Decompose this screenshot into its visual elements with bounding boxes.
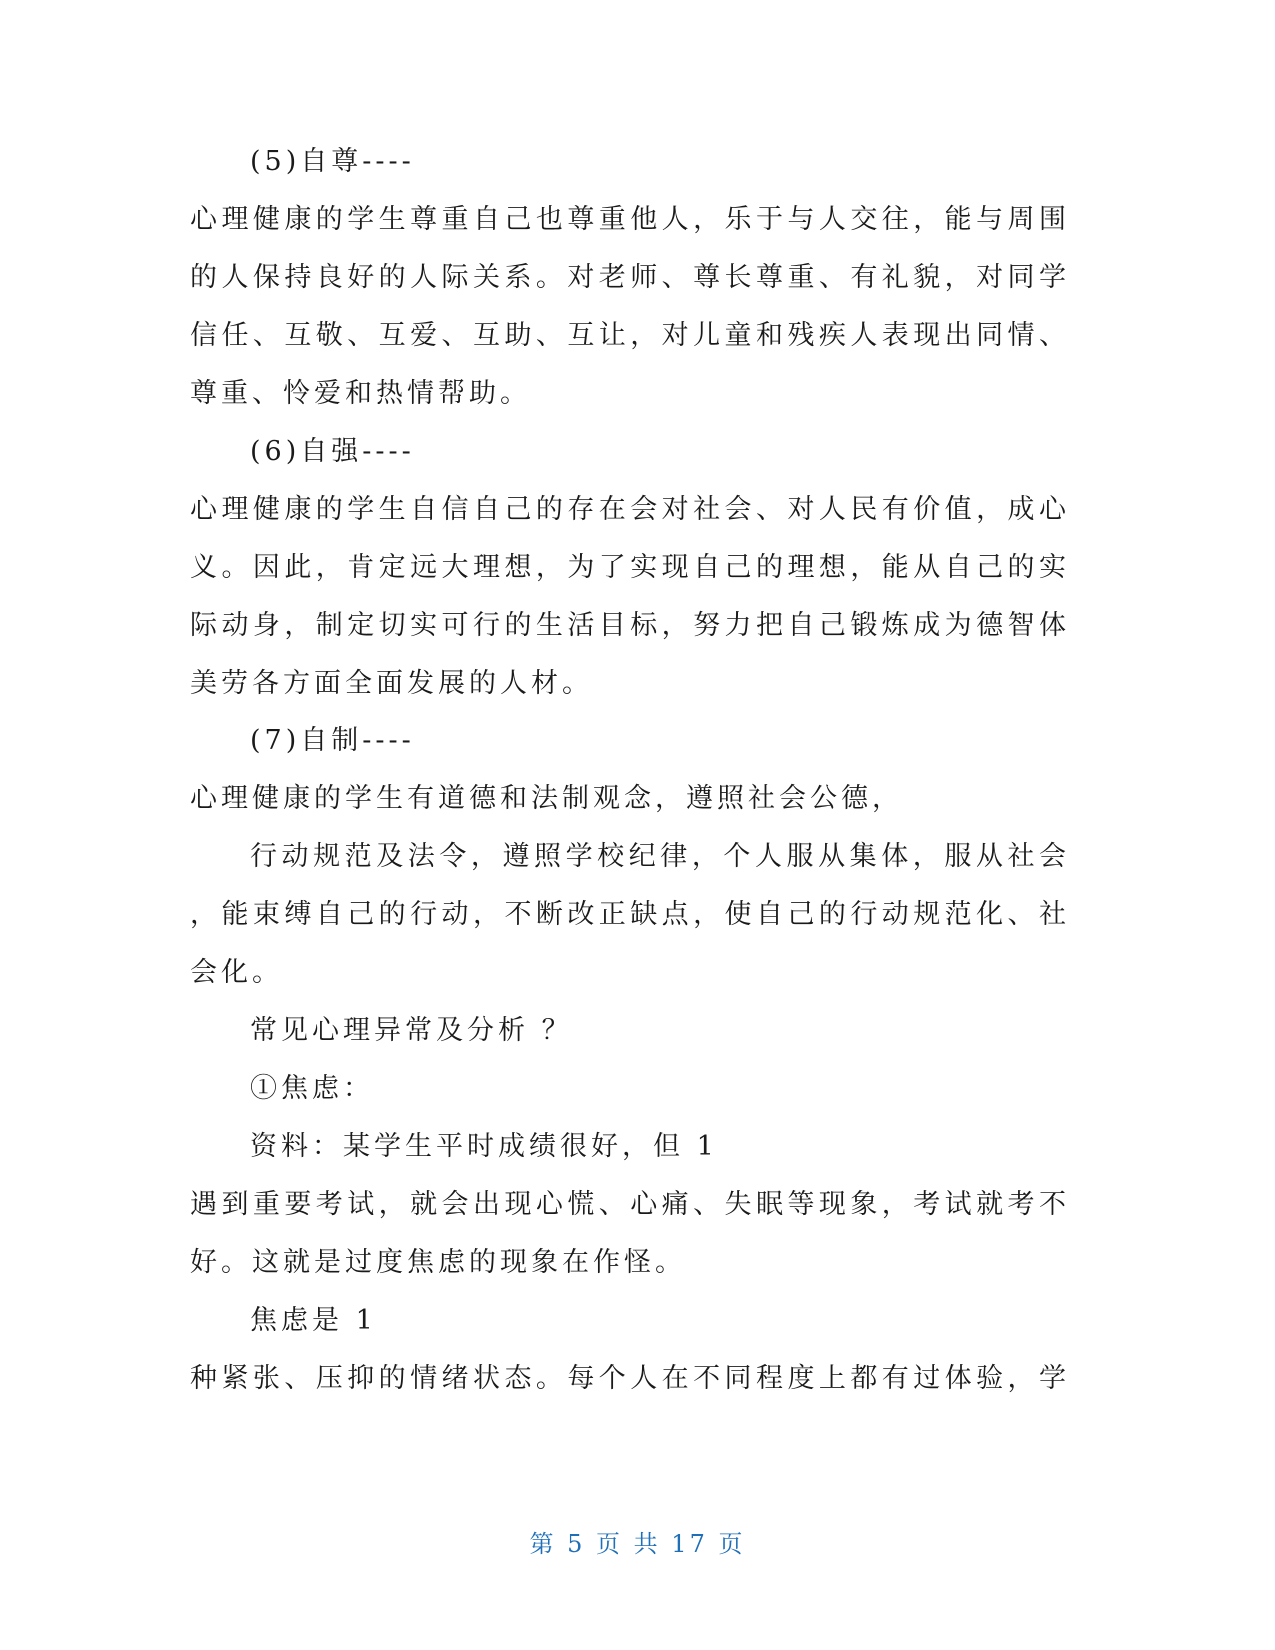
paragraph-line: 好。这就是过度焦虑的现象在作怪。 <box>190 1247 686 1278</box>
paragraph-line: 会化。 <box>190 957 283 988</box>
subheading-anxiety: ①焦虑： <box>250 1073 374 1104</box>
heading-self-control: (7)自制---- <box>250 725 415 756</box>
paragraph-line: 尊重、怜爱和热情帮助。 <box>190 378 531 409</box>
heading-self-strength: (6)自强---- <box>250 436 415 467</box>
heading-self-respect: (5)自尊---- <box>250 146 415 177</box>
paragraph-line: ，能束缚自己的行动，不断改正缺点，使自己的行动规范化、社 <box>190 899 1070 930</box>
paragraph-line: 心理健康的学生尊重自己也尊重他人，乐于与人交往，能与周围 <box>190 204 1070 235</box>
paragraph-line: 心理健康的学生有道德和法制观念，遵照社会公德， <box>190 783 903 814</box>
paragraph-line: 行动规范及法令，遵照学校纪律，个人服从集体，服从社会 <box>250 841 1070 872</box>
paragraph-line: 焦虑是 1 <box>250 1305 377 1336</box>
paragraph-line: 义。因此，肯定远大理想，为了实现自己的理想，能从自己的实 <box>190 552 1070 583</box>
paragraph-line: 际动身，制定切实可行的生活目标，努力把自己锻炼成为德智体 <box>190 610 1070 641</box>
section-title: 常见心理异常及分析 ？ <box>250 1015 573 1046</box>
paragraph-line: 信任、互敬、互爱、互助、互让，对儿童和残疾人表现出同情、 <box>190 320 1070 351</box>
paragraph-line: 的人保持良好的人际关系。对老师、尊长尊重、有礼貌，对同学 <box>190 262 1070 293</box>
page-number-footer: 第 5 页 共 17 页 <box>529 1530 746 1558</box>
paragraph-line: 种紧张、压抑的情绪状态。每个人在不同程度上都有过体验，学 <box>190 1363 1070 1394</box>
paragraph-line: 资料：某学生平时成绩很好，但 1 <box>250 1131 718 1162</box>
paragraph-line: 遇到重要考试，就会出现心慌、心痛、失眠等现象，考试就考不 <box>190 1189 1070 1220</box>
paragraph-line: 心理健康的学生自信自己的存在会对社会、对人民有价值，成心 <box>190 494 1070 525</box>
paragraph-line: 美劳各方面全面发展的人材。 <box>190 668 593 699</box>
